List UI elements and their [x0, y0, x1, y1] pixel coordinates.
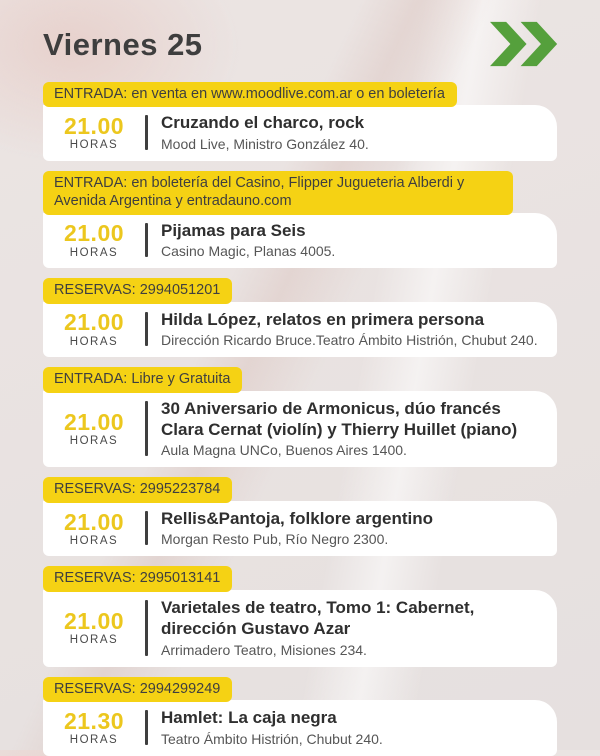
event-time-unit: HORAS: [69, 534, 119, 547]
event-card: [43, 501, 557, 556]
event-info: [148, 508, 433, 548]
event-info: [148, 112, 369, 152]
event-time: 21.00: [63, 409, 125, 436]
event-time-unit: HORAS: [69, 734, 119, 747]
event-venue: Morgan Resto Pub, Río Negro 2300.: [161, 531, 389, 548]
reservation-label: RESERVAS: 2994051201: [43, 278, 232, 304]
event-title: Hamlet: La caja negra: [161, 708, 337, 728]
event-time: 21.00: [63, 508, 125, 535]
event-section: [43, 566, 557, 666]
event-venue: Arrimadero Teatro, Misiones 234.: [161, 641, 367, 658]
event-title: 30 Aniversario de Armonicus, dúo francés Clara Cernat (violín) y Thierry Huillet (piano): [161, 398, 518, 440]
event-info: [148, 707, 383, 747]
event-card: [43, 700, 557, 755]
event-info: [148, 309, 538, 349]
event-card: [43, 105, 557, 160]
event-card: [43, 391, 557, 468]
event-section: [43, 82, 557, 161]
event-section: [43, 171, 557, 269]
event-time-block: [43, 114, 145, 151]
page-title: Viernes 25: [43, 27, 203, 62]
event-time-block: [43, 221, 145, 258]
event-venue: Casino Magic, Planas 4005.: [161, 243, 336, 260]
event-section: [43, 477, 557, 556]
event-time-block: [43, 709, 145, 746]
event-time-unit: HORAS: [69, 435, 119, 448]
event-section: [43, 677, 557, 756]
ticket-info-label: ENTRADA: en venta en www.moodlive.com.ar o en boletería: [43, 82, 457, 108]
event-time-unit: HORAS: [69, 246, 119, 259]
event-info: [148, 220, 335, 260]
event-time-unit: HORAS: [69, 139, 119, 152]
event-venue: Teatro Ámbito Histrión, Chubut 240.: [161, 730, 383, 747]
event-time: 21.00: [63, 112, 125, 139]
event-time-block: [43, 310, 145, 347]
event-time: 21.30: [63, 707, 125, 734]
event-title: Pijamas para Seis: [161, 220, 306, 240]
ticket-info-label: ENTRADA: en boletería del Casino, Flipper Jugueteria Alberdi y Avenida Argentina y entradauno.com: [43, 171, 513, 215]
event-card: [43, 213, 557, 268]
event-info: [148, 597, 541, 659]
event-time-block: [43, 410, 145, 447]
event-title: Cruzando el charco, rock: [161, 113, 365, 133]
event-title: Hilda López, relatos en primera persona: [161, 309, 485, 329]
event-time: 21.00: [63, 309, 125, 336]
event-info: [148, 398, 541, 460]
event-section: [43, 367, 557, 467]
event-time-unit: HORAS: [69, 335, 119, 348]
event-time-unit: HORAS: [69, 634, 119, 647]
event-time: 21.00: [63, 220, 125, 247]
event-time-block: [43, 609, 145, 646]
double-chevron-right-icon: [490, 19, 558, 69]
event-title: Varietales de teatro, Tomo 1: Cabernet, dirección Gustavo Azar: [161, 598, 475, 639]
event-card: [43, 302, 557, 357]
event-title: Rellis&Pantoja, folklore argentino: [161, 509, 434, 529]
event-time-block: [43, 510, 145, 547]
reservation-label: RESERVAS: 2995013141: [43, 566, 232, 592]
event-venue: Mood Live, Ministro González 40.: [161, 135, 369, 152]
event-section: [43, 278, 557, 357]
event-venue: Aula Magna UNCo, Buenos Aires 1400.: [161, 442, 407, 459]
event-time: 21.00: [63, 608, 125, 635]
reservation-label: RESERVAS: 2994299249: [43, 677, 232, 703]
event-card: [43, 590, 557, 667]
ticket-info-label: ENTRADA: Libre y Gratuita: [43, 367, 242, 393]
event-venue: Dirección Ricardo Bruce.Teatro Ámbito Histrión, Chubut 240.: [161, 332, 538, 349]
reservation-label: RESERVAS: 2995223784: [43, 477, 232, 503]
